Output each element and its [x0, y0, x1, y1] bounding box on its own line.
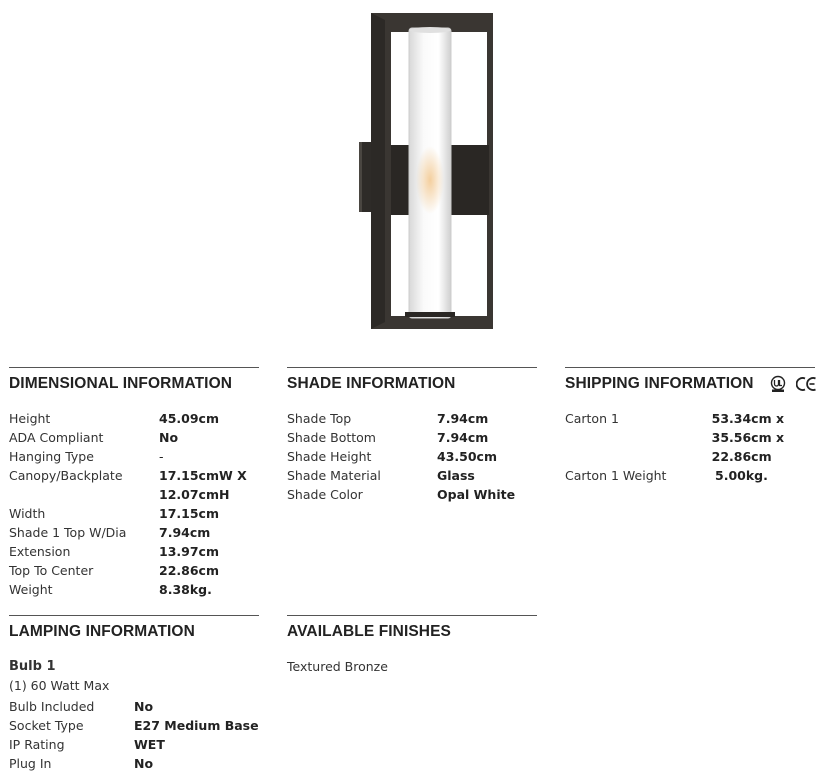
spec-row: Hanging Type - [9, 449, 164, 464]
section-title: SHADE INFORMATION [287, 375, 456, 392]
spec-list [565, 409, 827, 485]
section-title: AVAILABLE FINISHES [287, 623, 451, 640]
bulb-description: (1) 60 Watt Max [9, 678, 110, 693]
spec-row: Extension 13.97cm [9, 544, 219, 559]
spec-row: Shade 1 Top W/Dia 7.94cm [9, 525, 211, 540]
section-title: SHIPPING INFORMATION [565, 374, 827, 394]
spec-row: Width 17.15cm [9, 506, 219, 521]
spec-row: Shade Material Glass [287, 468, 475, 483]
section-divider [565, 367, 815, 368]
spec-list [287, 409, 537, 504]
finishes-section [287, 615, 537, 676]
ul-listed-icon [766, 375, 790, 393]
spec-list [9, 697, 259, 773]
lamping-section [9, 615, 259, 773]
section-divider [287, 615, 537, 616]
section-divider [9, 367, 259, 368]
bulb-title: Bulb 1 [9, 659, 56, 674]
spec-row: Carton 1 53.34cm x 35.56cm x 22.86cm [565, 411, 785, 464]
spec-row: Top To Center 22.86cm [9, 563, 219, 578]
spec-row: Plug In No [9, 756, 154, 771]
spec-row: Height 45.09cm [9, 411, 219, 426]
finish-item: Textured Bronze [287, 659, 388, 674]
spec-row: Shade Top 7.94cm [287, 411, 489, 426]
shipping-section [565, 367, 827, 485]
shade-section [287, 367, 537, 504]
dimensional-section [9, 367, 259, 599]
section-title: DIMENSIONAL INFORMATION [9, 375, 233, 392]
spec-row: Shade Bottom 7.94cm [287, 430, 489, 445]
spec-row: Shade Height 43.50cm [287, 449, 497, 464]
spec-row: Socket Type E27 Medium Base [9, 718, 259, 733]
spec-row: Bulb Included No [9, 699, 154, 714]
spec-row: Weight 8.38kg. [9, 582, 212, 597]
ce-mark-icon [796, 376, 818, 392]
section-divider [9, 615, 259, 616]
wall-sconce-illustration [355, 10, 495, 332]
spec-row: IP Rating WET [9, 737, 165, 752]
spec-row: ADA Compliant No [9, 430, 179, 445]
product-image [355, 10, 495, 332]
certification-icons [766, 375, 818, 393]
section-title: LAMPING INFORMATION [9, 623, 195, 640]
spec-list [9, 409, 259, 599]
spec-row: Shade Color Opal White [287, 487, 516, 502]
spec-row: Canopy/Backplate 17.15cmW X 12.07cmH [9, 468, 247, 502]
spec-row: Carton 1 Weight 5.00kg. [565, 468, 768, 483]
section-divider [287, 367, 537, 368]
